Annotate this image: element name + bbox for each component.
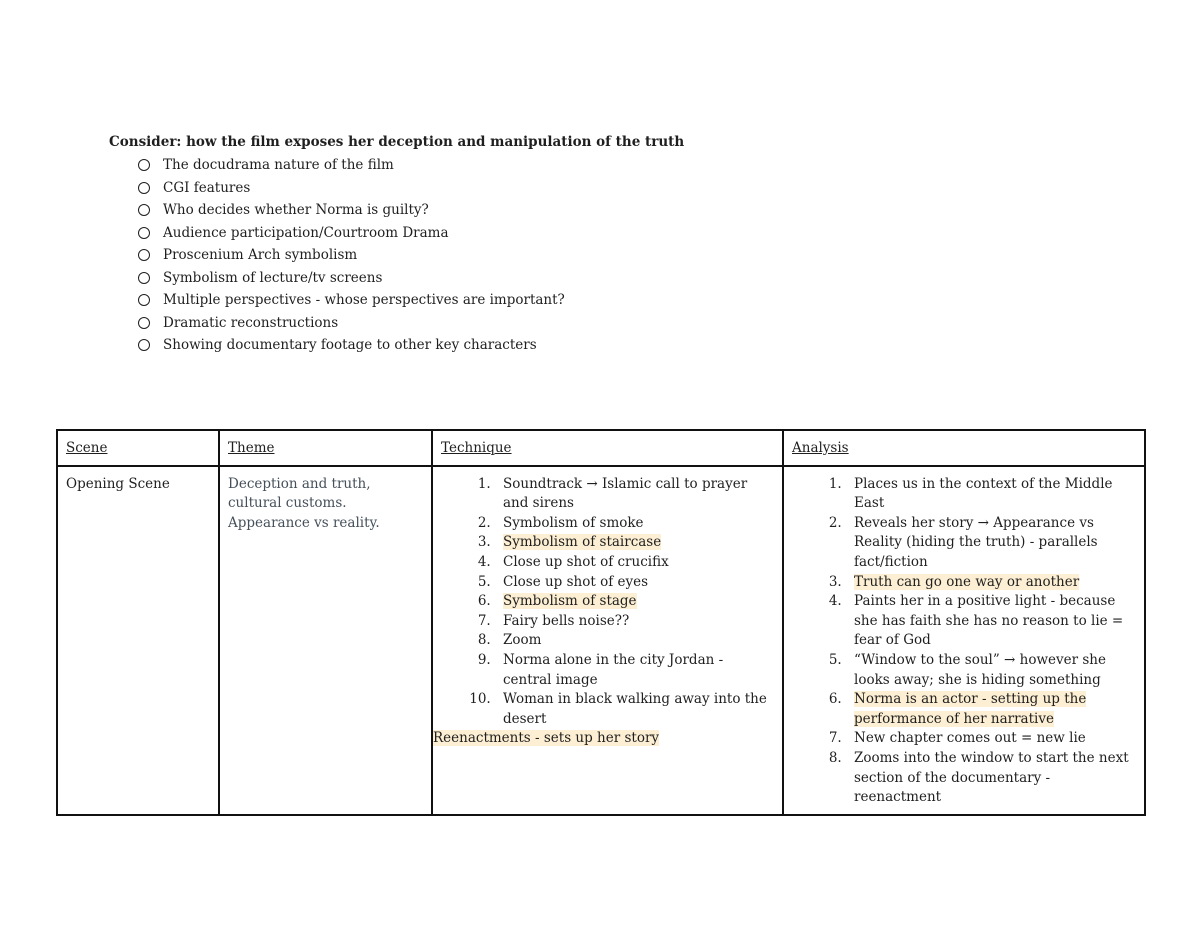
header-technique: Technique [432,430,783,466]
table-row [57,466,1145,815]
list-item: 8. Zoom [495,631,774,651]
hollow-circle-bullet-icon [138,272,150,284]
hollow-circle-bullet-icon [138,204,150,216]
list-item: Who decides whether Norma is guilty? [109,199,1109,222]
analysis-cell [783,466,1145,815]
list-item: 2. Symbolism of smoke [495,514,774,534]
list-item: 4. Paints her in a positive light - because she has faith she has no reason to lie = fear of God [846,592,1136,651]
theme-cell: Deception and truth, cultural customs. Appearance vs reality. [219,466,432,815]
analysis-list [792,475,1136,808]
list-item: CGI features [109,177,1109,200]
list-item: 1. Soundtrack → Islamic call to prayer and sirens [495,475,774,514]
list-item: 9. Norma alone in the city Jordan - central image [495,651,774,690]
technique-list [441,475,774,730]
list-item: 7. New chapter comes out = new lie [846,729,1136,749]
list-item: 5. Close up shot of eyes [495,573,774,593]
consider-heading: Consider: how the film exposes her deception and manipulation of the truth [109,134,685,150]
highlighted-text: Symbolism of staircase [503,534,662,551]
highlighted-text: Symbolism of stage [503,593,637,610]
list-item: Proscenium Arch symbolism [109,244,1109,267]
table-header-row [57,430,1145,466]
scene-cell: Opening Scene [57,466,219,815]
list-item: 7. Fairy bells noise?? [495,612,774,632]
list-item: 2. Reveals her story → Appearance vs Reality (hiding the truth) - parallels fact/fiction [846,514,1136,573]
header-scene: Scene [57,430,219,466]
list-item: Dramatic reconstructions [109,312,1109,335]
analysis-table [56,429,1146,816]
list-item [846,573,1136,593]
list-item: 5. “Window to the soul” → however she looks away; she is hiding something [846,651,1136,690]
list-item: Multiple perspectives - whose perspectives are important? [109,289,1109,312]
list-item: 10. Woman in black walking away into the desert [495,690,774,729]
list-item: Symbolism of lecture/tv screens [109,267,1109,290]
consider-section [109,132,1109,357]
list-item: The docudrama nature of the film [109,154,1109,177]
highlighted-text: Reenactments - sets up her story [433,730,660,747]
list-item: Audience participation/Courtroom Drama [109,222,1109,245]
hollow-circle-bullet-icon [138,227,150,239]
list-item [495,592,774,612]
technique-cell [432,466,783,815]
highlighted-text: Norma is an actor - setting up the performance of her narrative [854,691,1087,727]
hollow-circle-bullet-icon [138,182,150,194]
hollow-circle-bullet-icon [138,317,150,329]
hollow-circle-bullet-icon [138,159,150,171]
list-item: 1. Places us in the context of the Middle East [846,475,1136,514]
list-item: 4. Close up shot of crucifix [495,553,774,573]
list-item [495,533,774,553]
list-item [846,690,1136,729]
list-item: Showing documentary footage to other key characters [109,334,1109,357]
hollow-circle-bullet-icon [138,294,150,306]
header-theme: Theme [219,430,432,466]
consider-bullet-list [109,154,1109,357]
header-analysis: Analysis [783,430,1145,466]
technique-note [433,729,774,749]
list-item: 8. Zooms into the window to start the next section of the documentary - reenactment [846,749,1136,808]
hollow-circle-bullet-icon [138,249,150,261]
highlighted-text: Truth can go one way or another [854,573,1080,590]
hollow-circle-bullet-icon [138,339,150,351]
